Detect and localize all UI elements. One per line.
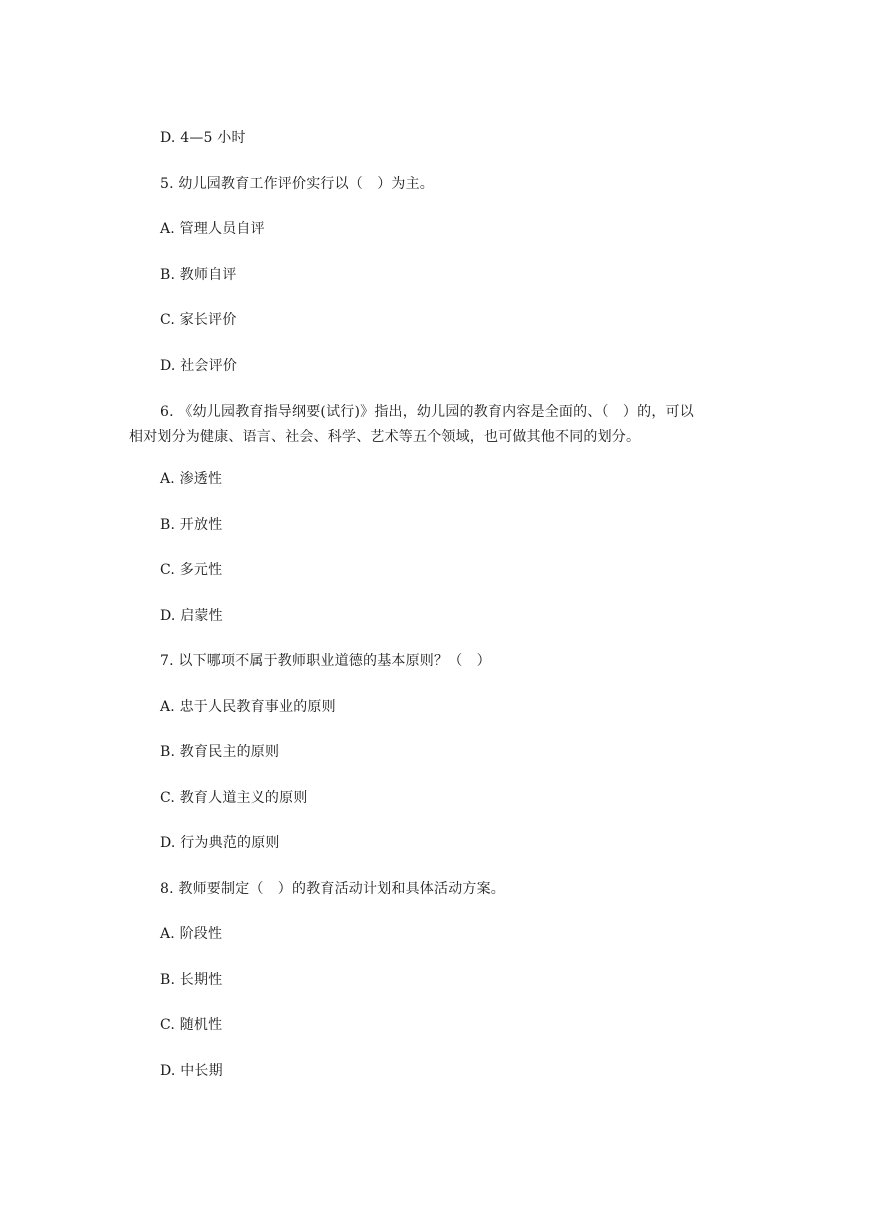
- option-d-q5: D. 社会评价: [160, 358, 238, 374]
- option-a-q8: A. 阶段性: [160, 926, 223, 942]
- option-b-q5: B. 教师自评: [160, 267, 237, 283]
- option-c-q5: C. 家长评价: [160, 312, 237, 328]
- option-b-q7: B. 教育民主的原则: [160, 744, 280, 760]
- question-6: [129, 400, 749, 450]
- option-b-q6: B. 开放性: [160, 517, 223, 533]
- question-8: 8. 教师要制定（ ）的教育活动计划和具体活动方案。: [160, 881, 506, 897]
- option-a-q6: A. 渗透性: [160, 471, 223, 487]
- option-d-q4: D. 4—5 小时: [160, 130, 246, 146]
- option-c-q8: C. 随机性: [160, 1017, 223, 1033]
- question-7: 7. 以下哪项不属于教师职业道德的基本原则？（ ）: [160, 653, 491, 669]
- option-a-q7: A. 忠于人民教育事业的原则: [160, 699, 336, 715]
- option-d-q6: D. 启蒙性: [160, 608, 223, 624]
- question-5: 5. 幼儿园教育工作评价实行以（ ）为主。: [160, 176, 435, 192]
- option-d-q8: D. 中长期: [160, 1063, 223, 1079]
- question-6-line-1: 6. 《幼儿园教育指导纲要(试行)》指出，幼儿园的教育内容是全面的、（ ）的，可以: [160, 404, 694, 420]
- option-a-q5: A. 管理人员自评: [160, 221, 265, 237]
- option-c-q7: C. 教育人道主义的原则: [160, 790, 308, 806]
- question-6-line-2: 相对划分为健康、语言、社会、科学、艺术等五个领域，也可做其他不同的划分。: [129, 429, 641, 445]
- option-b-q8: B. 长期性: [160, 972, 223, 988]
- option-d-q7: D. 行为典范的原则: [160, 835, 280, 851]
- option-c-q6: C. 多元性: [160, 562, 223, 578]
